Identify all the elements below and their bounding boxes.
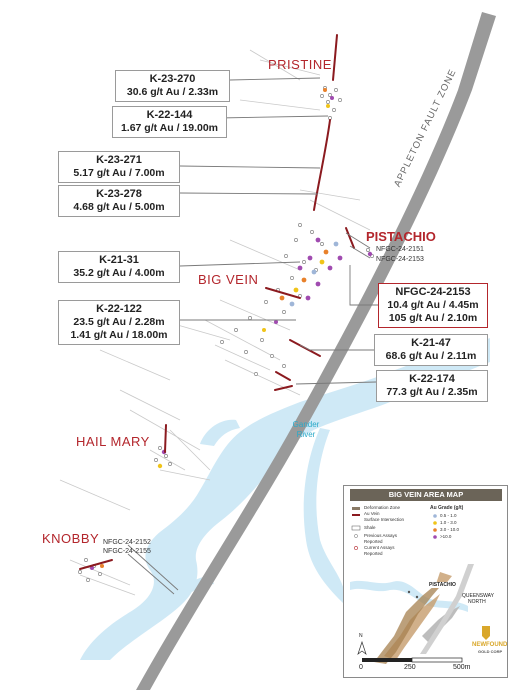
river-label-line-1: Gander <box>292 420 320 429</box>
hole-label-nfgc-24-2151: NFGC-24-2151 <box>376 246 424 253</box>
fault-zone-label: APPLETON FAULT ZONE <box>392 67 459 189</box>
callout-k-22-174 <box>376 370 488 402</box>
area-label-pristine: PRISTINE <box>268 57 332 72</box>
callout-hole-id: K-22-122 <box>96 303 142 315</box>
callout-assay: 5.17 g/t Au / 7.00m <box>73 167 165 179</box>
callout-assay: 105 g/t Au / 2.10m <box>388 312 478 324</box>
callout-hole-id: NFGC-24-2153 <box>395 286 471 298</box>
scale-label-0: 0 <box>359 664 363 671</box>
callout-assay: 4.68 g/t Au / 5.00m <box>73 201 165 213</box>
callout-assay: 68.6 g/t Au / 2.11m <box>385 350 477 362</box>
callout-assay: 23.5 g/t Au / 2.28m <box>73 316 165 328</box>
river-label-line-2: River <box>296 430 316 439</box>
callout-k-22-122 <box>58 300 180 345</box>
legend-au-vein: Au Vein <box>364 511 380 516</box>
legend-grade-0: 0.5 - 1.0 <box>440 513 457 518</box>
inset-label-pistachio: PISTACHIO <box>429 582 456 588</box>
callout-hole-id: K-21-47 <box>411 337 451 349</box>
callout-k-22-144 <box>112 106 227 138</box>
callout-hole-id: K-23-270 <box>149 73 196 85</box>
legend-grade-title: Au Grade (g/t) <box>430 505 464 511</box>
legend-previous-sub: Reported <box>364 539 383 544</box>
callout-assay: 1.67 g/t Au / 19.00m <box>120 122 219 134</box>
callout-assay: 77.3 g/t Au / 2.35m <box>386 386 478 398</box>
scale-label-500m: 500m <box>453 664 471 671</box>
legend-au-vein-sub: Surface Intersection <box>364 517 405 522</box>
area-label-hail-mary: HAIL MARY <box>76 434 150 449</box>
callout-assay: 30.6 g/t Au / 2.33m <box>126 86 219 98</box>
callout-k-23-270 <box>115 70 230 102</box>
callout-k-21-47 <box>374 334 488 366</box>
callout-nfgc-24-2153 <box>378 283 488 328</box>
legend-deformation-zone: Deformation Zone <box>364 505 401 510</box>
area-label-pistachio: PISTACHIO <box>366 229 436 244</box>
logo-gold-corp: GOLD CORP <box>478 649 503 654</box>
hole-label-nfgc-24-2152: NFGC-24-2152 <box>103 539 151 546</box>
logo-newfound: NEWFOUND <box>472 642 508 648</box>
callout-hole-id: K-21-31 <box>99 254 139 266</box>
callout-k-23-271 <box>58 151 180 183</box>
inset-label-north: NORTH <box>468 599 486 605</box>
legend-previous: Previous Assays <box>364 533 398 538</box>
callout-k-21-31 <box>58 251 180 283</box>
callout-hole-id: K-23-278 <box>96 188 142 200</box>
callout-k-23-278 <box>58 185 180 217</box>
callout-assay: 1.41 g/t Au / 18.00m <box>70 329 168 341</box>
legend-shale: Shale <box>364 525 376 530</box>
river-label <box>286 420 326 440</box>
callout-assay: 35.2 g/t Au / 4.00m <box>73 267 165 279</box>
legend-current-sub: Reported <box>364 551 383 556</box>
inset-label-queensway: QUEENSWAY <box>462 593 494 599</box>
callout-hole-id: K-22-144 <box>146 109 193 121</box>
inset-title: BIG VEIN AREA MAP <box>350 489 502 501</box>
legend-current: Current Assays <box>364 545 395 550</box>
hole-label-nfgc-24-2155: NFGC-24-2155 <box>103 548 151 555</box>
area-label-knobby: KNOBBY <box>42 531 100 546</box>
legend-grade-2: 3.0 - 10.0 <box>440 527 460 532</box>
callout-hole-id: K-23-271 <box>96 154 142 166</box>
inset-map <box>343 485 508 678</box>
scale-label-250: 250 <box>404 664 416 671</box>
legend-grade-1: 1.0 - 3.0 <box>440 520 457 525</box>
callout-assay: 10.4 g/t Au / 4.45m <box>387 299 479 311</box>
area-label-big-vein: BIG VEIN <box>198 272 259 287</box>
legend-grade-3: >10.0 <box>440 534 452 539</box>
callout-hole-id: K-22-174 <box>409 373 455 385</box>
hole-label-nfgc-24-2153: NFGC-24-2153 <box>376 256 424 263</box>
north-arrow-letter: N <box>359 633 363 639</box>
